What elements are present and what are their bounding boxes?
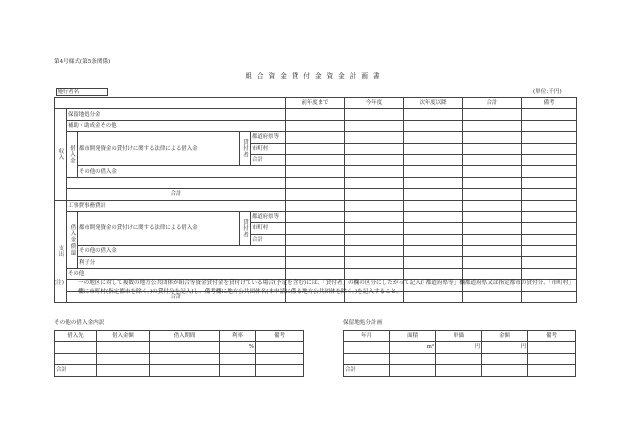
col-header: 次年度以降 — [404, 98, 463, 109]
income-total-label: 合計 — [67, 189, 286, 200]
table-row — [55, 211, 577, 222]
col-header: 年月 — [344, 331, 390, 342]
row-label: その他の借入金 — [78, 246, 286, 257]
loans-total-label: 合計 — [55, 365, 97, 376]
row-label: 保留地処分金 — [67, 109, 286, 120]
table-row — [55, 257, 577, 268]
table-row — [55, 246, 577, 257]
other-loans-table — [54, 330, 304, 377]
rate-unit: % — [220, 342, 256, 353]
table-row — [55, 132, 577, 143]
amount-unit: 円 — [482, 342, 528, 353]
unit-label: (単位:千円) — [533, 89, 562, 95]
table-row — [55, 177, 577, 188]
col-header: 面積 — [390, 331, 436, 342]
row-label: 都道府県等 — [251, 211, 286, 222]
price-unit: 円 — [436, 342, 482, 353]
table-row — [55, 365, 304, 376]
row-label: 都道府県等 — [251, 132, 286, 143]
col-header: 今年度 — [345, 98, 404, 109]
row-label: 市町村 — [251, 143, 286, 154]
row-label: その他の借入金 — [78, 166, 286, 177]
table-row — [55, 189, 577, 200]
lender-label: 貸付者 — [240, 211, 251, 245]
table-row — [344, 353, 576, 364]
col-header: 単価 — [436, 331, 482, 342]
row-label: 合計 — [251, 234, 286, 245]
col-header: 借入期間 — [150, 331, 220, 342]
col-header: 備考 — [528, 331, 576, 342]
area-unit: m² — [390, 342, 436, 353]
expense-total-label: 合計 — [67, 291, 286, 302]
table-row — [344, 342, 576, 353]
row-label: 都市開発資金の貸付けに関する法律による借入金 — [78, 211, 240, 245]
footnote — [54, 279, 574, 297]
applicant-label: 施行者名 — [56, 88, 109, 96]
col-header: 借入金額 — [97, 331, 150, 342]
col-header: 借入先 — [55, 331, 97, 342]
reserve-plan-table — [343, 330, 576, 377]
col-header: 金額 — [482, 331, 528, 342]
lender-label: 貸付者 — [240, 132, 251, 166]
expense-section-label: 支出 — [55, 200, 67, 303]
table-row — [55, 200, 577, 211]
col-header: 利率 — [220, 331, 256, 342]
row-label: 合計 — [251, 154, 286, 165]
borrow-label: 借入金 — [67, 132, 78, 178]
table-row — [55, 342, 304, 353]
loans-caption: その他の借入金内訳 — [54, 320, 105, 326]
repay-label: 借入金償還 — [67, 211, 78, 268]
note-mark: (注) — [54, 280, 64, 286]
row-label: 都市開発資金の貸付けに関する法律による借入金 — [78, 132, 240, 166]
col-header: 備考 — [256, 331, 304, 342]
table-row — [55, 109, 577, 120]
row-label: 工事費事務費計 — [67, 200, 286, 211]
note-text: 一の地区に対して複数の地方公共団体が組合等資金貸付金を貸付けている場合(予定を含む)には、「貸付者」の欄の区分にしたがって記入(「都道府県等」欄都道府県又は指定都市の貸付分、「市町村」欄に市町村(指定都市を除く。)の貸付分を記入)し、備考欄に地方公共団体名(本申請に係る地方公共団体を除く。)を記入すること。 — [78, 280, 574, 295]
row-label: 利子分 — [78, 257, 286, 268]
table-row — [344, 365, 576, 376]
table-row — [55, 166, 577, 177]
reserve-plan-caption: 保留地処分計画 — [343, 320, 383, 326]
form-id: 第4号様式(第5条関係) — [54, 59, 111, 65]
table-row — [55, 120, 577, 131]
reserve-total-label: 合計 — [344, 365, 390, 376]
row-label: その他 — [67, 268, 286, 279]
row-label: 市町村 — [251, 223, 286, 234]
row-label: 補助・助成金その他 — [67, 120, 286, 131]
col-header: 合計 — [463, 98, 522, 109]
table-row — [55, 353, 304, 364]
fund-plan-table — [54, 87, 577, 303]
document-title: 組合資金貸付金資金計画書 — [245, 72, 385, 80]
col-header: 前年度まで — [286, 98, 345, 109]
income-section-label: 収入 — [55, 109, 67, 200]
col-header: 備考 — [522, 98, 577, 109]
